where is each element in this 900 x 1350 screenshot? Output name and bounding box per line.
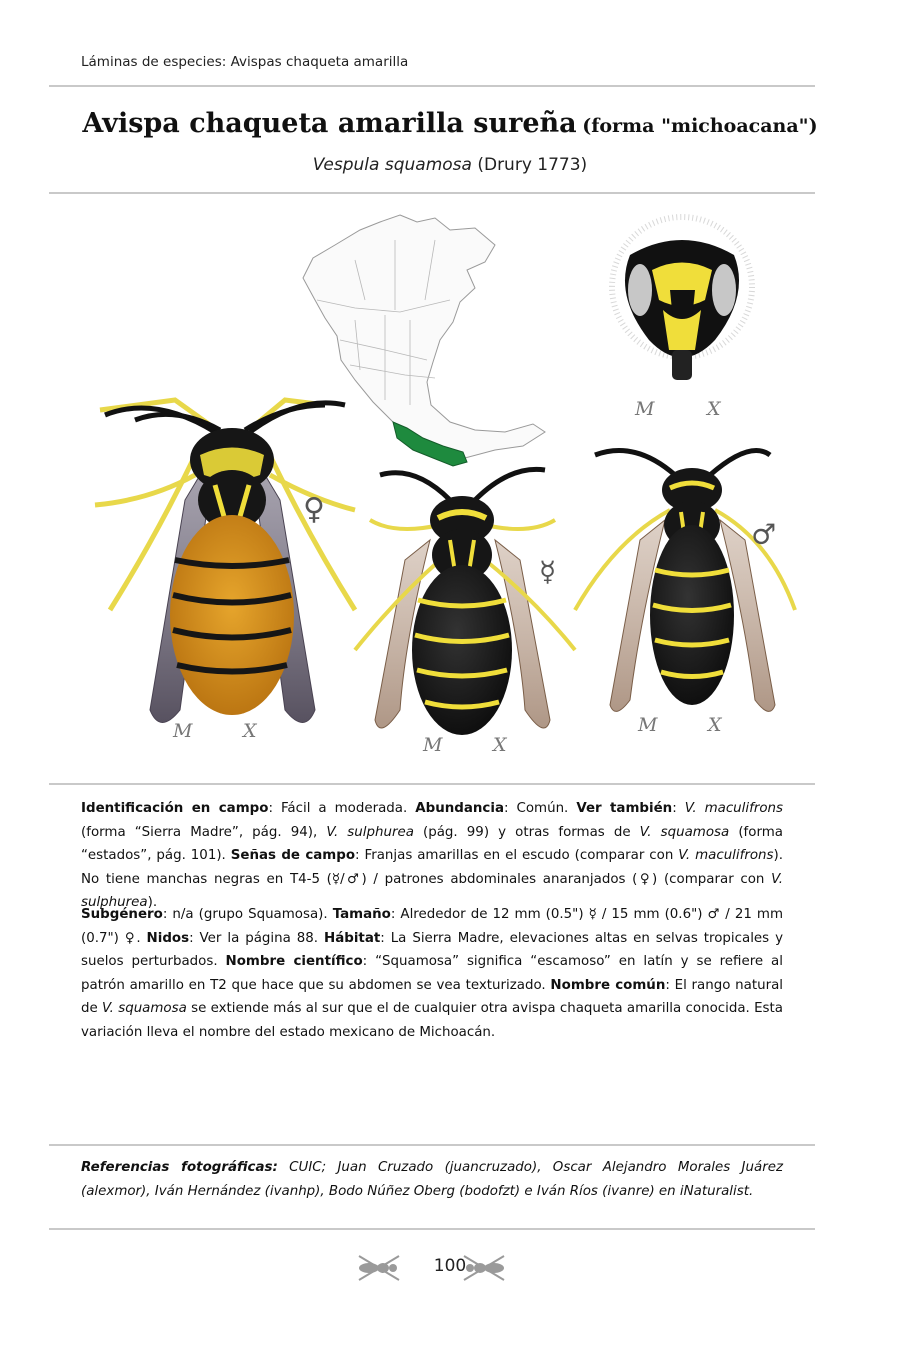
wasp-right-icon — [460, 1250, 508, 1286]
page-title — [0, 108, 900, 139]
queen-m-label: M — [173, 720, 193, 742]
species-info-paragraph: Subgénero: n/a (grupo Squamosa). Tamaño: Alrededor de 12 mm (0.5") ☿ / 15 mm (0.6") ♂ / 21 mm (0.7") ♀. Nidos: Ver la página 88. Hábitat: La Sierra Madre, elevaciones altas en selvas tropicales y suelos perturbados. Nombre científico: “Squamosa” significa “escamoso” en latín y se refiere al patrón amarillo en T2 que hace que su abdomen se vea texturizado. Nombre común: El rango natural de V. squamosa se extiende más al sur que el de cualquier otra avispa chaqueta amarilla conocida. Esta variación lleva el nombre del estado mexicano de Michoacán. — [81, 907, 784, 1040]
male-symbol: ♂ — [751, 518, 777, 551]
worker-x-label: X — [493, 734, 507, 756]
male-x-label: X — [708, 714, 722, 736]
running-header: Láminas de especies: Avispas chaqueta amarilla — [81, 54, 409, 70]
worker-m-label: M — [423, 734, 443, 756]
face-x-label: X — [707, 398, 721, 420]
authority: (Drury 1773) — [477, 155, 588, 175]
face-m-label: M — [635, 398, 655, 420]
scientific-name — [0, 155, 900, 175]
plate-illustration — [55, 200, 815, 780]
header-divider — [49, 85, 815, 87]
male-illustration — [575, 451, 795, 712]
face-illustration — [612, 217, 752, 380]
male-m-label: M — [638, 714, 658, 736]
worker-symbol: ☿ — [539, 555, 557, 588]
plate-divider — [49, 783, 815, 785]
photo-references: Referencias fotográficas: CUIC; Juan Cruzado (juancruzado), Oscar Alejandro Morales Juárez (alexmor), Iván Hernández (ivanhp), Bodo Núñez Oberg (bodofzt) e Iván Ríos (ivanre) en iNaturalist. — [81, 1160, 783, 1199]
common-name: Avispa chaqueta amarilla sureña — [82, 108, 577, 139]
queen-illustration — [95, 400, 355, 723]
species-plate — [55, 200, 815, 780]
range-map — [303, 215, 545, 466]
female-symbol: ♀ — [303, 492, 325, 527]
queen-x-label: X — [243, 720, 257, 742]
refs-divider-top — [49, 1144, 815, 1146]
latin-name: Vespula squamosa — [312, 155, 472, 175]
page-number: 100 — [433, 1256, 467, 1276]
title-divider — [49, 192, 815, 194]
worker-illustration — [355, 469, 575, 735]
refs-divider-bottom — [49, 1228, 815, 1230]
form-name: (forma "michoacana") — [582, 115, 818, 137]
field-id-paragraph: Identificación en campo: Fácil a moderada. Abundancia: Común. Ver también: V. maculifrons (forma “Sierra Madre”, pág. 94), V. sulphurea (pág. 99) y otras formas de V. squamosa (forma “estados”, pág. 101). Señas de campo: Franjas amarillas en el escudo (comparar con V. maculifrons). No tiene manchas negras en T4-5 (☿/♂) / patrones abdominales anaranjados (♀) (comparar con V. sulphurea). — [81, 801, 783, 910]
